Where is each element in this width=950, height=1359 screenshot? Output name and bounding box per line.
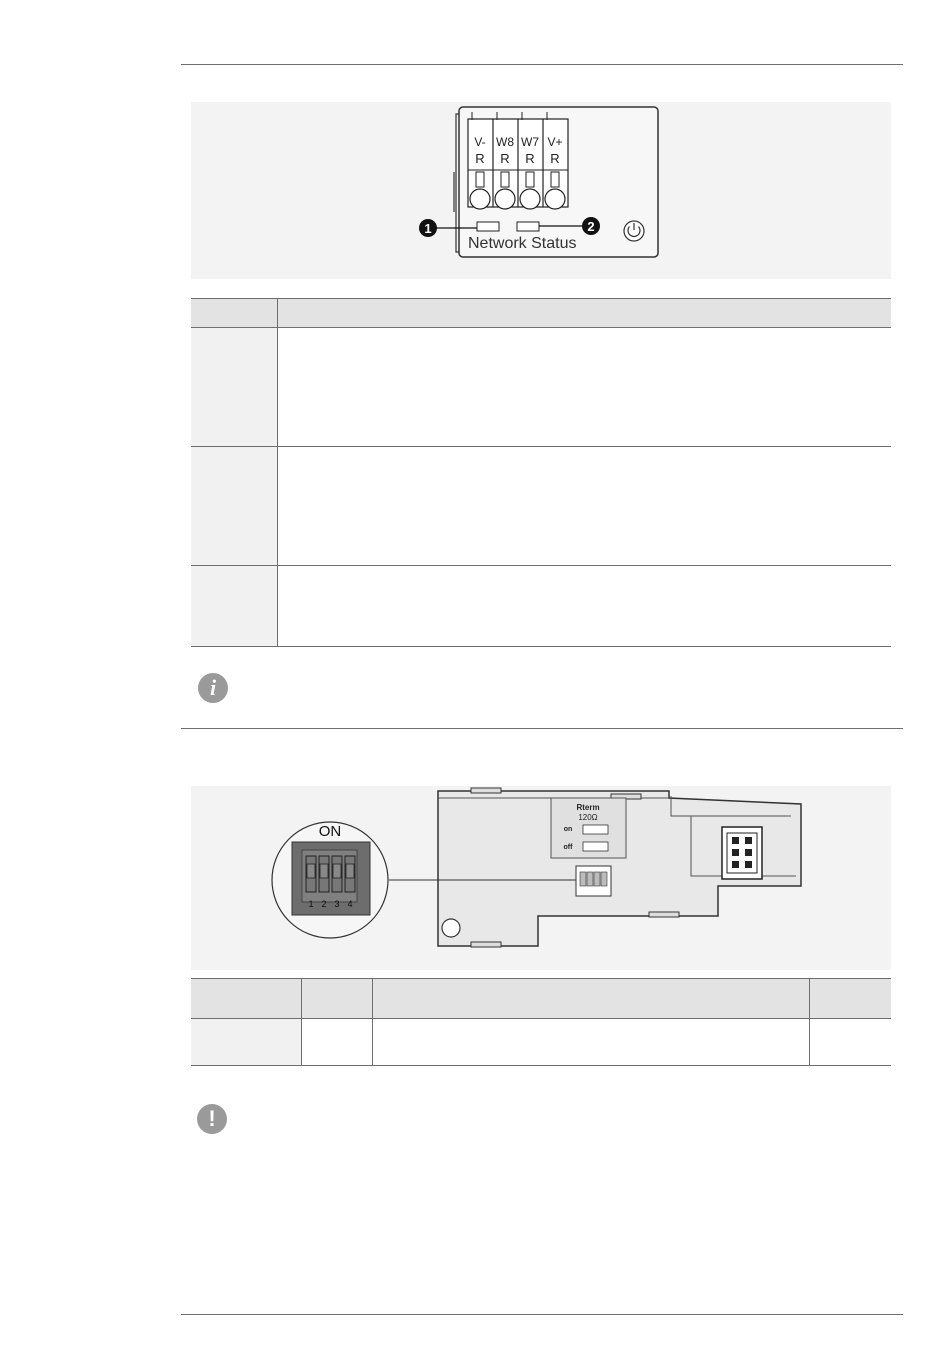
switch-number-3: 3 <box>334 899 340 909</box>
power-icon <box>624 221 644 241</box>
terminal-label-4-bottom: R <box>550 151 560 166</box>
table-cell <box>277 566 891 647</box>
table-cell <box>277 328 891 447</box>
switch-number-4: 4 <box>347 899 353 909</box>
table-cell <box>191 566 277 647</box>
footer-rule <box>181 1314 903 1315</box>
table-header-cell <box>191 979 301 1019</box>
switch-number-2: 2 <box>321 899 327 909</box>
terminal-label-1-bottom: R <box>475 151 485 166</box>
terminal-label-3-bottom: R <box>525 151 535 166</box>
switch-number-1: 1 <box>308 899 314 909</box>
rterm-on-label: on <box>563 826 573 833</box>
table-cell <box>277 447 891 566</box>
table-cell <box>301 1019 372 1066</box>
rterm-title: Rterm <box>576 803 600 812</box>
table-header-cell <box>277 299 891 328</box>
network-module-drawing <box>191 102 891 279</box>
table-header-row <box>191 299 891 328</box>
network-module-figure <box>191 102 891 279</box>
terminal-label-1-top: V- <box>474 135 486 149</box>
pin-header <box>722 827 762 879</box>
table-header-cell <box>301 979 372 1019</box>
table-cell <box>372 1019 809 1066</box>
info-icon: i <box>198 673 228 703</box>
warning-icon: ! <box>197 1104 227 1134</box>
section-rule <box>181 728 903 729</box>
table-row <box>191 328 891 447</box>
mounting-hole <box>442 919 460 937</box>
table-header-cell <box>372 979 809 1019</box>
table-cell <box>809 1019 891 1066</box>
terminal-label-2-bottom: R <box>500 151 510 166</box>
table-row <box>191 1019 891 1066</box>
zoom-on-label: ON <box>318 823 342 840</box>
callout-2-number: 2 <box>587 219 595 234</box>
status-led-1 <box>477 222 499 231</box>
table-cell <box>191 447 277 566</box>
table-row <box>191 566 891 647</box>
terminal-label-2-top: W8 <box>496 135 514 149</box>
terminal-label-3-top: W7 <box>521 135 539 149</box>
network-status-label: Network Status <box>468 235 577 252</box>
dip-switch-table <box>191 978 891 1066</box>
header-rule <box>181 64 903 65</box>
rterm-off-label: off <box>563 844 573 851</box>
table-cell <box>191 328 277 447</box>
table-row <box>191 447 891 566</box>
table-header-cell <box>191 299 277 328</box>
rterm-value: 120Ω <box>578 813 598 822</box>
termination-switch-figure <box>191 786 891 970</box>
callout-1-number: 1 <box>424 221 432 236</box>
table-header-cell <box>809 979 891 1019</box>
terminal-label-4-top: V+ <box>547 135 563 149</box>
table-cell <box>191 1019 301 1066</box>
termination-switch-drawing <box>191 786 891 970</box>
status-led-2 <box>517 222 539 231</box>
table-header-row <box>191 979 891 1019</box>
led-description-table <box>191 298 891 647</box>
